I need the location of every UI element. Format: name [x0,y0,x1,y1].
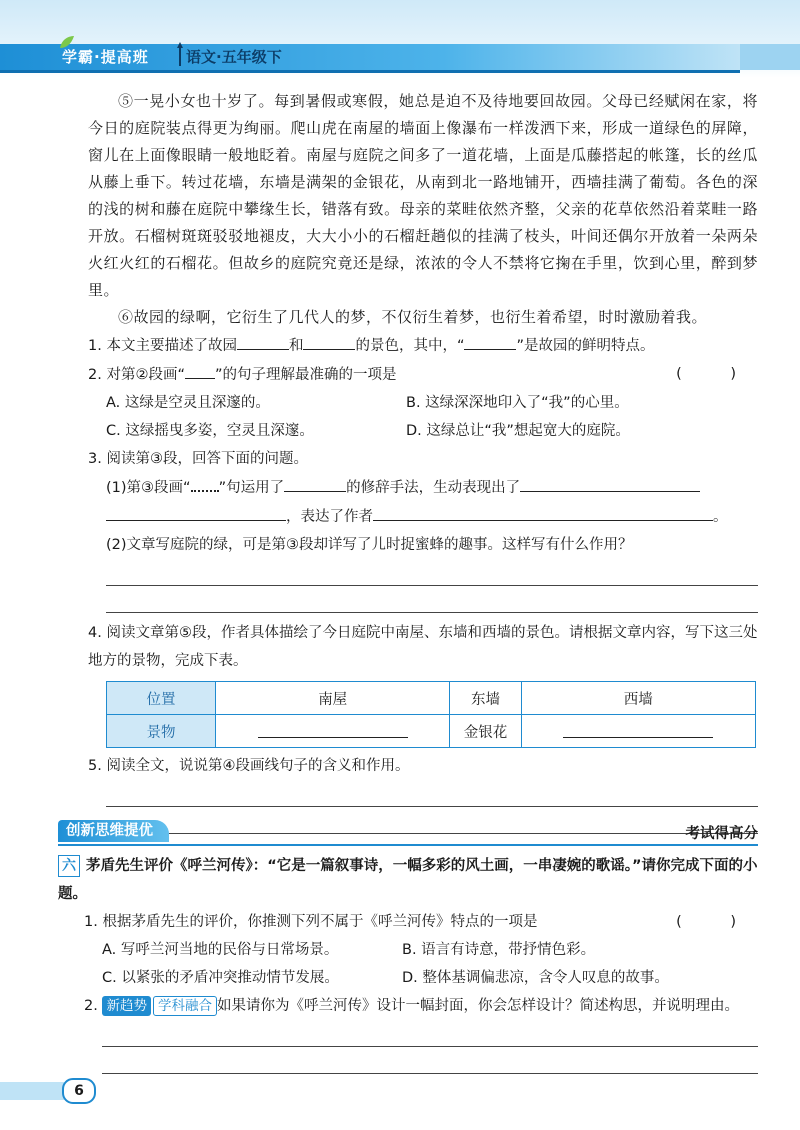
brand-title: 学霸·提高班 [62,48,149,66]
option-6c[interactable]: C. 以紧张的矛盾冲突推动情节发展。 [102,970,339,986]
question-3: 3. 阅读第③段，回答下面的问题。 [88,451,308,467]
header-decoration [740,44,800,70]
blank-1c[interactable] [464,331,516,350]
blank-1a[interactable] [237,331,289,350]
option-2c[interactable]: C. 这绿摇曳多姿，空灵且深邃。 [106,423,314,439]
part-six-intro: 六 茅盾先生评价《呼兰河传》：“它是一篇叙事诗，一幅多彩的风土画，一串凄婉的歌谣。”请你完成下面的小题。 [58,852,758,908]
question-3-2: (2)文章写庭院的绿，可是第③段却详写了儿时捉蜜蜂的趣事。这样写有什么作用？ [106,537,633,553]
page-number: 6 [62,1078,96,1104]
question-2-options [88,389,758,445]
section-subtitle: 考试得高分 [685,826,758,842]
passage-paragraph-5: ⑤一晃小女也十岁了。每到暑假或寒假，她总是迫不及待地要回故园。父母已经赋闲在家，将今日的庭院装点得更为绚丽。爬山虎在南屋的墙面上像瀑布一样泼洒下来，形成一道绿色的屏障，窗儿在上面像眼睛一般地眨着。南屋与庭院之间多了一道花墙，上面是瓜藤搭起的帐篷，长的丝瓜从藤上垂下。转过花墙，东墙是满架的金银花，从南到北一路地铺开，西墙挂满了葡萄。各色的深的浅的树和藤在庭院中攀缘生长，错落有致。母亲的菜畦依然齐整，父亲的花草依然沿着菜畦一路开放。石榴树斑斑驳驳地褪皮，大大小小的石榴赶趟似的挂满了枝头，叶间还偶尔开放着一朵两朵火红火红的石榴花。但故乡的庭院究竟还是绿，浓浓的令人不禁将它掬在手里，饮到心里，醉到梦里。 [88,92,758,299]
answer-line[interactable] [106,780,758,807]
option-2a[interactable]: A. 这绿是空灵且深邃的。 [106,395,270,411]
page-header [0,0,800,78]
section-number-badge: 六 [58,855,80,877]
question-3-1: (1)第③段画“ ”句运用了 的修辞手法，生动表现出了 [88,473,758,502]
subject-title: 语文·五年级下 [186,48,282,66]
option-6a[interactable]: A. 写呼兰河当地的民俗与日常场景。 [102,942,339,958]
answer-line[interactable] [106,559,758,586]
table-cell-blank[interactable] [521,715,755,748]
table-cell: 西墙 [521,682,755,715]
option-2b[interactable]: B. 这绿深深地印入了“我”的心里。 [406,395,629,411]
answer-paren-6-1[interactable]: ( ) [676,914,758,930]
section-title: 创新思维提优 [58,820,169,842]
answer-line[interactable] [106,586,758,613]
wavy-underline-mark [191,476,219,492]
part-six-options [58,936,758,992]
part-six-question-2: 2. 新趋势 学科融合 如果请你为《呼兰河传》设计一幅封面，你会怎样设计？简述构思，并说明理由。 [84,998,739,1014]
table-header-cell: 景物 [107,715,216,748]
table-header-cell: 位置 [107,682,216,715]
underline-mark [185,360,215,379]
part-six-question-1: 1. 根据茅盾先生的评价，你推测下列不属于《呼兰河传》特点的一项是 ( ) [58,908,758,936]
option-2d[interactable]: D. 这绿总让“我”想起宽大的庭院。 [406,423,630,439]
blank-1b[interactable] [303,331,355,350]
part-six [58,852,758,1074]
table-cell: 南屋 [216,682,450,715]
answer-paren-2[interactable]: ( ) [676,366,758,382]
option-6b[interactable]: B. 语言有诗意，带抒情色彩。 [402,942,596,958]
question-2: 2. 对第②段画“ ”的句子理解最准确的一项是 ( ) [88,360,758,389]
footer-bar [0,1082,64,1100]
passage-paragraph-6: ⑥故园的绿啊，它衍生了几代人的梦，不仅衍生着梦，也衍生着希望，时时激励着我。 [118,308,708,326]
subject-fusion-tag: 学科融合 [153,996,217,1016]
blank-3-1a[interactable] [284,473,346,492]
blank-3-1d[interactable] [373,502,713,521]
section-header [58,820,758,846]
trend-tag: 新趋势 [102,996,151,1016]
table-cell: 金银花 [450,715,521,748]
arrow-up-icon [176,40,184,68]
table-row [107,715,756,748]
question-4: 4. 阅读文章第⑤段，作者具体描绘了今日庭院中南屋、东墙和西墙的景色。请根据文章内容，写下这三处地方的景物，完成下表。 [88,625,758,669]
question-5: 5. 阅读全文，说说第④段画线句子的含义和作用。 [88,758,410,774]
blank-3-1b[interactable] [520,473,700,492]
scenery-table [106,681,756,748]
answer-line[interactable] [102,1047,758,1074]
table-cell: 东墙 [450,682,521,715]
question-3-1-cont: ，表达了作者 。 [88,502,758,531]
table-cell-blank[interactable] [216,715,450,748]
table-row [107,682,756,715]
main-content [88,88,758,834]
answer-line[interactable] [102,1020,758,1047]
blank-3-1c[interactable] [106,502,286,521]
question-1: 1. 本文主要描述了故园 和 的景色，其中，“ ”是故园的鲜明特点。 [88,331,758,360]
option-6d[interactable]: D. 整体基调偏悲凉，含令人叹息的故事。 [402,970,669,986]
